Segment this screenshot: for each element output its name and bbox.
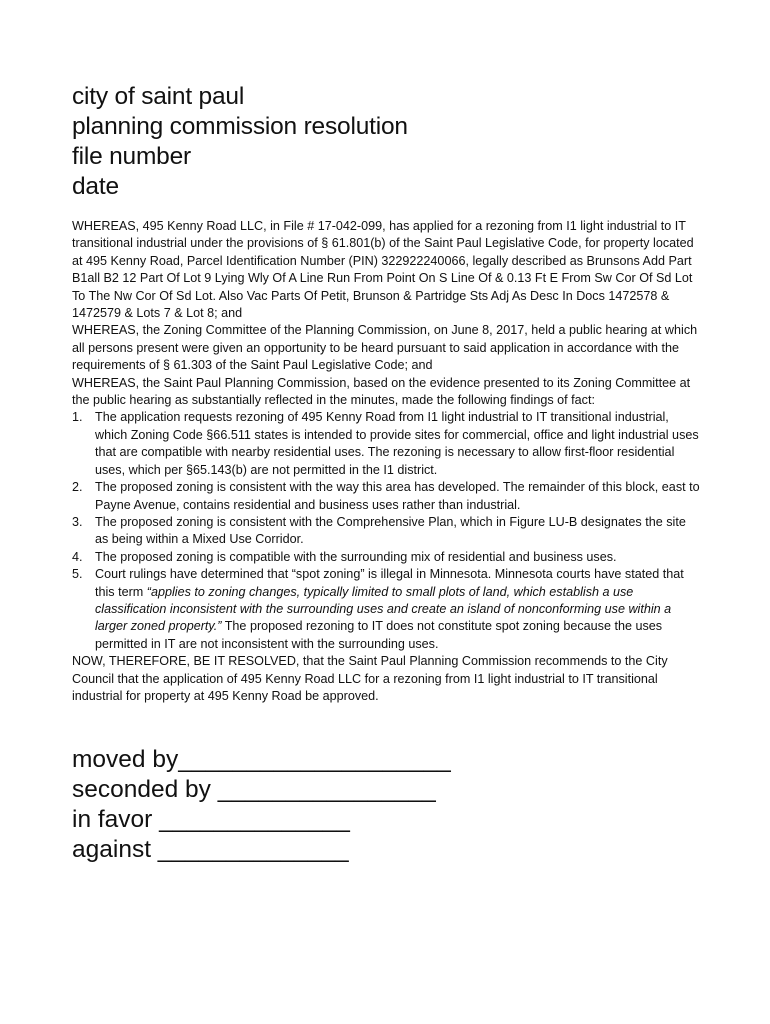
finding-text: The proposed zoning is compatible with the surrounding mix of residential and business uses. — [95, 549, 617, 564]
vote-record — [72, 745, 702, 865]
in-favor-line: in favor ______________ — [72, 806, 350, 834]
resolution-document — [72, 82, 702, 865]
finding-number: 4. — [72, 549, 83, 564]
header-date: date — [72, 173, 119, 200]
finding-item — [72, 566, 702, 653]
finding-text-before: Court rulings have determined that “spot zoning” is illegal in Minnesota. Minnesota courts have stated that this term — [95, 567, 684, 599]
finding-item — [72, 549, 702, 566]
whereas-paragraph-3: WHEREAS, the Saint Paul Planning Commission, based on the evidence presented to its Zoning Committee at the public hearing as substantially reflected in the minutes, made the following findings of fact: — [72, 375, 691, 408]
whereas-paragraph-2: WHEREAS, the Zoning Committee of the Planning Commission, on June 8, 2017, held a public hearing at which all persons present were given an opportunity to be heard pursuant to said application in accordance with the requirements of § 61.303 of the Saint Paul Legislative Code; and — [72, 323, 698, 373]
finding-court-quote: “applies to zoning changes, typically limited to small plots of land, which establish a use classification inconsistent with the surrounding uses and create an island of nonconforming use within a larger zoned property.” — [95, 584, 672, 634]
finding-item — [72, 514, 702, 549]
finding-text: The application requests rezoning of 495 Kenny Road from I1 light industrial to IT transitional industrial, which Zoning Code §66.511 states is intended to provide sites for commercial, office and light industrial uses that are compatible with nearby residential uses. The rezoning is necessary to allow first-floor residential uses, which per §65.143(b) are not permitted in the I1 district. — [95, 410, 699, 477]
finding-text: The proposed zoning is consistent with the way this area has developed. The remainder of this block, east to Payne Avenue, contains residential and business uses rather than industrial. — [95, 480, 700, 512]
whereas-paragraph-1: WHEREAS, 495 Kenny Road LLC, in File # 17-042-099, has applied for a rezoning from I1 light industrial to IT transitional industrial under the provisions of § 61.801(b) of the Saint Paul Legislative Code, for property located at 495 Kenny Road, Parcel Identification Number (PIN) 322922240066, legally described as Brunsons Add Part B1all B2 12 Part Of Lot 9 Lying Wly Of A Line Run From Point On S Line Of & 0.13 Ft E From Sw Cor Of Sd Lot To The Nw Cor Of Sd Lot. Also Vac Parts Of Petit, Brunson & Partridge Sts Adj As Desc In Docs 1472578 & 1472579 & Lots 7 & Lot 8; and — [72, 219, 694, 321]
against-line: against ______________ — [72, 836, 349, 864]
moved-by-line: moved by____________________ — [72, 746, 451, 774]
finding-number: 5. — [72, 567, 83, 582]
finding-number: 2. — [72, 480, 83, 495]
resolution-paragraph: NOW, THEREFORE, BE IT RESOLVED, that the Saint Paul Planning Commission recommends to the City Council that the application of 495 Kenny Road LLC for a rezoning from I1 light industrial to IT transitional industrial for property at 495 Kenny Road be approved. — [72, 654, 668, 703]
header-file-number: file number — [72, 143, 191, 170]
finding-text-after: The proposed rezoning to IT does not constitute spot zoning because the uses permitted in IT are not inconsistent with the surrounding uses. — [95, 619, 663, 651]
finding-text: The proposed zoning is consistent with the Comprehensive Plan, which in Figure LU-B designates the site as being within a Mixed Use Corridor. — [95, 514, 686, 547]
document-body — [72, 218, 702, 705]
header-city: city of saint paul — [72, 83, 245, 110]
seconded-by-line: seconded by ________________ — [72, 776, 436, 804]
finding-number: 1. — [72, 410, 83, 425]
finding-item — [72, 479, 702, 514]
findings-list — [72, 409, 702, 653]
finding-number: 3. — [72, 514, 83, 529]
finding-item — [72, 409, 702, 479]
document-header — [72, 82, 702, 202]
header-commission: planning commission resolution — [72, 113, 408, 140]
